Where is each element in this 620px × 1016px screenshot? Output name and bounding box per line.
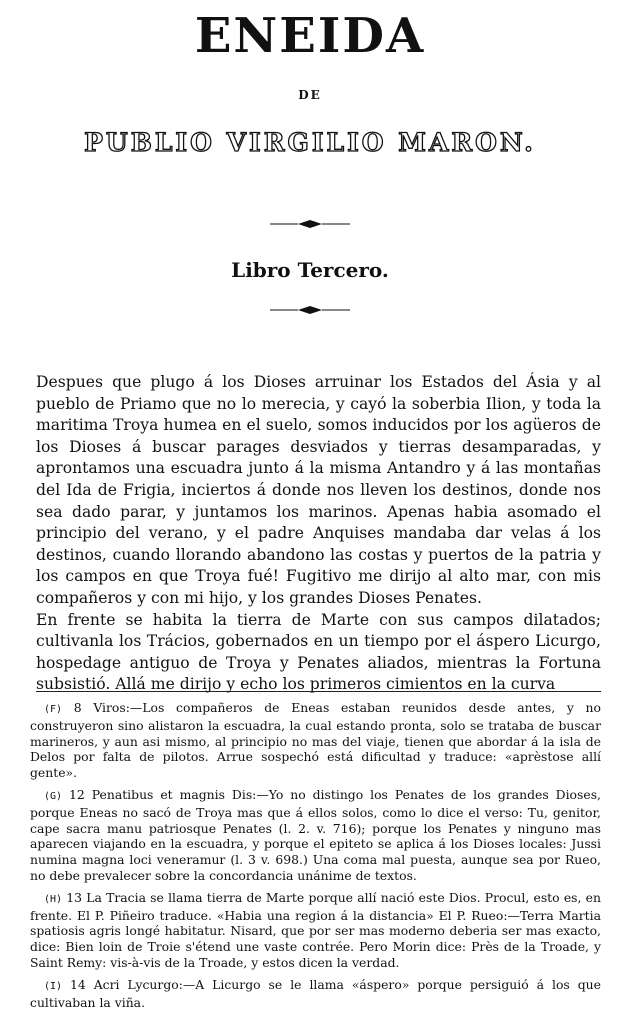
page-title: ENEIDA [194, 8, 426, 64]
author-name: PUBLIO VIRGILIO MARON. [84, 128, 536, 157]
footnote-label: (F) [44, 704, 63, 715]
ornament-divider-bottom [270, 305, 350, 315]
footnotes [30, 700, 601, 1016]
footnote-label: (I) [44, 980, 63, 992]
footnote-label: (H) [44, 893, 63, 905]
title-connector: DE [298, 88, 322, 102]
footnote-label: (G) [44, 790, 63, 802]
book-heading: Libro Tercero. [231, 258, 389, 282]
paragraph: En frente se habita la tierra de Marte con sus campos dilatados; cultivanla los Trácios, gobernados en un tiempo por el áspero Licurgo, hospedage antiguo de Troya y Penates aliados, mientras la Fortuna subsistió. Allá me dirijo y echo los primeros cimientos en la curva [36, 610, 601, 694]
footnote [30, 890, 601, 971]
paragraph: Despues que plugo á los Dioses arruinar los Estados del Ásia y al pueblo de Priamo que no lo merecia, y cayó la soberbia Ilion, y toda la maritima Troya humea en el suelo, somos inducidos por los agüeros de los Dioses á buscar parages desviados y tierras desamparadas, y aprontamos una escuadra junto á la misma Antandro y á las montañas del Ida de Frigia, inciertos á donde nos lleven los destinos, donde nos sea dado parar, y juntamos los marinos. Apenas habia asomado el principio del verano, y el padre Anquises mandaba dar velas á los destinos, cuando llorando abandono las costas y puertos de la patria y los campos en que Troya fué! Fugitivo me dirijo al alto mar, con mis compañeros y con mi hijo, y los grandes Dioses Penates. [36, 373, 601, 607]
footnote [30, 787, 601, 884]
footnote-text: 12 Penatibus et magnis Dis:—Yo no distingo los Penates de los grandes Dioses, porque Eneas no sacó de Troya mas que á ellos solos, como lo dice el verso: Tu, genitor, cape sacra manu patriosque Penates (l. 2. v. 716); porque los Penates y ninguno mas aparecen viajando en la escuadra, y porque el epiteto se aplica á los Dioses locales: Jussi numina magna loci veneramur (l. 3 v. 698.) Una coma mal puesta, aunque sea por Rueo, no debe prevalecer sobre la concordancia unánime de textos. [30, 786, 601, 883]
footnote-text: 8 Viros:—Los compañeros de Eneas estaban reunidos desde antes, y no construyeron sino alistaron la escuadra, la cual estando pronta, solo se trataba de buscar marineros, y aun asi mismo, al principio no mas del viaje, tienen que abordar á la isla de Delos por falta de pilotos. Arrue sospechó está dificultad y traduce: «aprèstose allí gente». [30, 700, 601, 781]
main-text [36, 372, 601, 696]
footnote [30, 700, 601, 781]
footnote-text: 13 La Tracia se llama tierra de Marte porque allí nació este Dios. Procul, esto es, en frente. El P. Piñeiro traduce. «Habia una region á la distancia» El P. Rueo:—Terra Martia spatiosis agris longé habitatur. Nisard, que por ser mas moderno deberia ser mas exacto, dice: Bien loin de Troie s'étend une vaste contrée. Pero Morin dice: Près de la Troade, y Saint Remy: vis-à-vis de la Troade, y estos dicen la verdad. [30, 889, 601, 970]
footnote-rule [36, 691, 601, 692]
ornament-divider-top [270, 219, 350, 229]
footnote [30, 977, 601, 1011]
footnote-text: 14 Acri Lycurgo:—A Licurgo se le llama «áspero» porque persiguió á los que cultivaban la viña. [30, 976, 601, 1010]
